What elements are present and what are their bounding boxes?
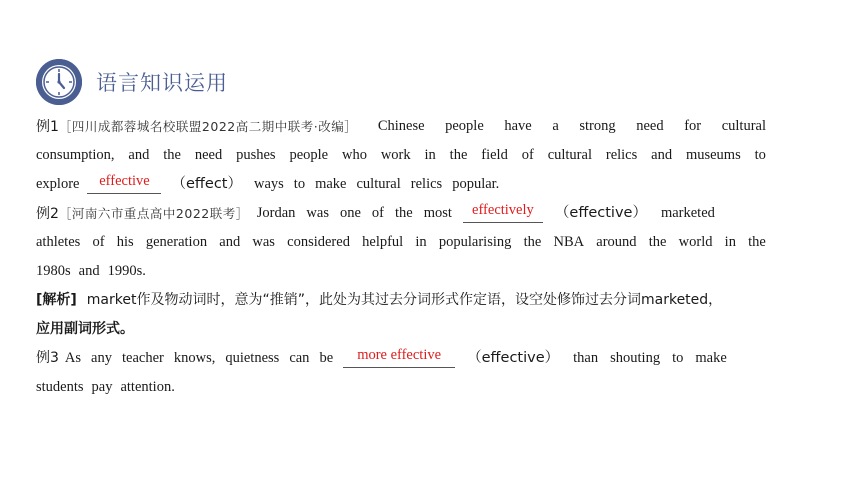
example-source: ［四川成都蓉城名校联盟2022高二期中联考·改编］ xyxy=(58,118,358,134)
word: of xyxy=(92,234,105,250)
hint: （effective） xyxy=(467,350,560,366)
word: his xyxy=(116,234,134,250)
word: pay xyxy=(91,379,113,395)
word: of xyxy=(521,147,534,163)
example-2-line-2 xyxy=(36,228,766,257)
word: 1980s xyxy=(36,263,71,279)
word: was xyxy=(306,205,329,221)
hint: （effect） xyxy=(171,176,242,192)
word: cultural xyxy=(547,147,592,163)
word: NBA xyxy=(553,234,585,250)
word: As xyxy=(64,350,82,366)
word: attention. xyxy=(120,379,175,395)
word: to xyxy=(672,350,684,366)
word: world xyxy=(678,234,713,250)
word: most xyxy=(423,205,452,221)
word: of xyxy=(371,205,384,221)
example-3-line-2 xyxy=(36,373,766,402)
word: museums xyxy=(685,147,741,163)
word: the xyxy=(748,234,766,250)
word: any xyxy=(91,350,112,366)
example-1-line-3 xyxy=(36,170,766,199)
word: shouting xyxy=(610,350,661,366)
example-1-line-2 xyxy=(36,141,766,170)
word: knows, xyxy=(173,350,216,366)
word: one xyxy=(339,205,361,221)
word: athletes xyxy=(36,234,81,250)
word: the xyxy=(523,234,542,250)
word: Jordan xyxy=(256,205,296,221)
answer-blank: effective xyxy=(87,175,161,194)
word: work xyxy=(380,147,411,163)
example-source: ［河南六市重点高中2022联考］ xyxy=(58,205,249,221)
word: for xyxy=(684,118,702,134)
word: make xyxy=(315,176,347,192)
answer-blank: effectively xyxy=(463,204,543,223)
example-label: 例3 xyxy=(36,350,59,366)
word: and xyxy=(78,263,100,279)
clock-icon xyxy=(36,59,82,105)
example-1-line-1 xyxy=(36,112,766,141)
word: the xyxy=(163,147,181,163)
example-label: 例2 xyxy=(36,205,59,222)
word: and xyxy=(651,147,673,163)
word: than xyxy=(573,350,599,366)
analysis-line-1 xyxy=(36,286,766,315)
analysis-label: [解析] xyxy=(36,292,77,308)
word: cultural xyxy=(356,176,401,192)
word: generation xyxy=(145,234,208,250)
word: 1990s. xyxy=(107,263,146,279)
word: Chinese xyxy=(377,118,425,134)
word: helpful xyxy=(362,234,404,250)
word: to xyxy=(293,176,306,192)
word: around xyxy=(596,234,637,250)
word: marketed xyxy=(660,205,715,221)
word: in xyxy=(415,234,427,250)
example-2-line-1 xyxy=(36,199,766,228)
word: and xyxy=(219,234,241,250)
word: teacher xyxy=(121,350,164,366)
word: popular. xyxy=(452,176,500,192)
example-2-line-3 xyxy=(36,257,766,286)
word: field xyxy=(481,147,508,163)
example-label: 例1 xyxy=(36,118,59,135)
word: people xyxy=(445,118,484,134)
word: make xyxy=(695,350,727,366)
word: cultural xyxy=(721,118,766,134)
word: popularising xyxy=(438,234,512,250)
answer-blank: more effective xyxy=(343,349,455,368)
word: quietness xyxy=(225,350,280,366)
word: to xyxy=(754,147,766,163)
word: in xyxy=(724,234,736,250)
word: and xyxy=(128,147,150,163)
section-title: 语言知识运用 xyxy=(96,71,228,95)
hint: （effective） xyxy=(554,205,647,221)
analysis-text: 应用副词形式。 xyxy=(36,321,134,337)
word: pushes xyxy=(236,147,276,163)
content xyxy=(36,112,766,402)
word: need xyxy=(194,147,223,163)
word: relics xyxy=(605,147,638,163)
word: who xyxy=(341,147,367,163)
word: the xyxy=(648,234,667,250)
word: strong xyxy=(579,118,616,134)
word: have xyxy=(504,118,532,134)
word: can xyxy=(289,350,310,366)
word: was xyxy=(252,234,275,250)
word: explore xyxy=(36,176,80,192)
analysis-line-2 xyxy=(36,315,766,344)
word: a xyxy=(552,118,559,134)
example-3-line-1 xyxy=(36,344,766,373)
word: need xyxy=(636,118,664,134)
word: the xyxy=(449,147,468,163)
word: students xyxy=(36,379,84,395)
word: considered xyxy=(287,234,350,250)
analysis-text: market作及物动词时，意为“推销”，此处为其过去分词形式作定语，设空处修饰过去分词marketed， xyxy=(86,292,723,308)
word: the xyxy=(395,205,413,221)
word: people xyxy=(289,147,329,163)
section-header xyxy=(36,58,228,106)
word: be xyxy=(319,350,334,366)
word: ways xyxy=(253,176,284,192)
word: relics xyxy=(410,176,443,192)
word: in xyxy=(424,147,436,163)
word: consumption, xyxy=(36,147,115,163)
